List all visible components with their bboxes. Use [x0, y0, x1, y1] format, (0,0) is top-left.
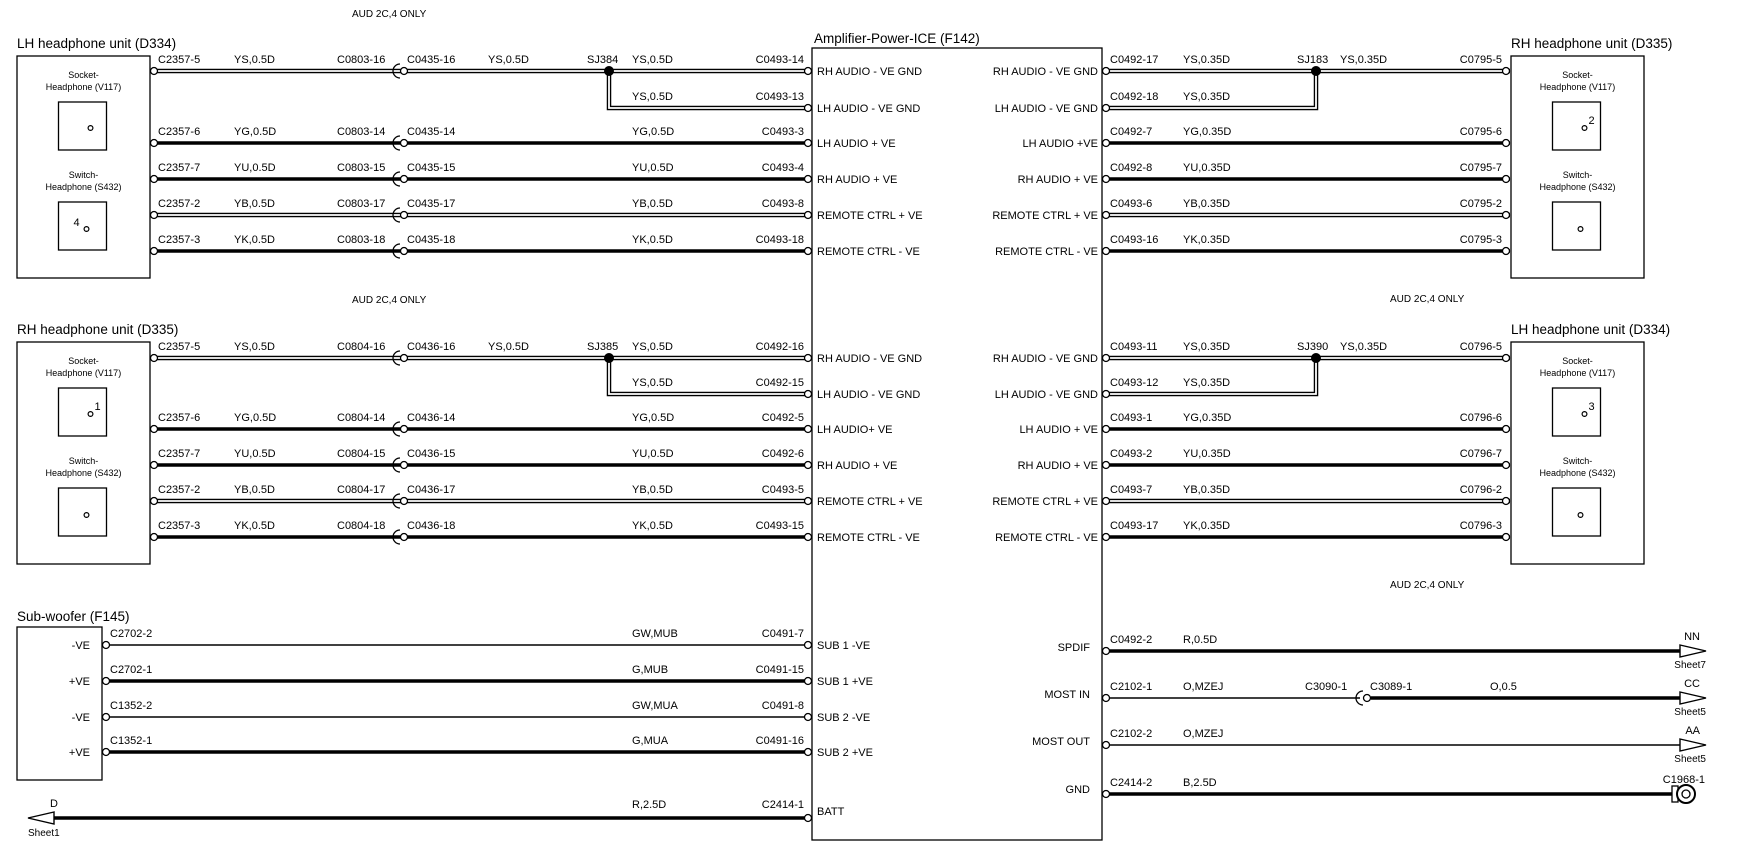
- right-unit-1-pin-5: [1503, 248, 1510, 255]
- right-offsheet-label: CC: [1684, 678, 1700, 690]
- amp-left-pin-label: LH AUDIO - VE GND: [817, 389, 921, 401]
- left-unit-1-amp-pin-2: [805, 140, 812, 147]
- amp-left-pin-label: RH AUDIO - VE GND: [817, 353, 923, 365]
- right-unit-1-amp-pin-4: [1103, 212, 1110, 219]
- left-unit-2-c1-2: C2357-6: [158, 412, 201, 424]
- left-unit-1-switch-symbol: [59, 202, 107, 250]
- left-unit-1-w3-1: YS,0.5D: [632, 91, 673, 103]
- right-unit-1-amp-pin-2: [1103, 140, 1110, 147]
- amplifier-title: Amplifier-Power-ICE (F142): [814, 31, 980, 46]
- amp-left-pin-label: REMOTE CTRL - VE: [817, 246, 920, 258]
- right-bottom-wire-label: B,2.5D: [1183, 777, 1217, 789]
- left-unit-1-w1-0: YS,0.5D: [234, 54, 275, 66]
- left-unit-2-socket-label-2: Headphone (V117): [45, 368, 122, 378]
- left-unit-1-note: AUD 2C,4 ONLY: [352, 9, 427, 20]
- left-unit-2-w1-5: YK,0.5D: [234, 520, 275, 532]
- left-unit-1-pin-0: [151, 68, 158, 75]
- amp-left-pin-label: REMOTE CTRL - VE: [817, 532, 920, 544]
- right-unit-2-amp-pin-4: [1103, 498, 1110, 505]
- right-unit-2-c1-3: C0493-2: [1110, 448, 1153, 460]
- left-unit-1-w1-4: YB,0.5D: [234, 198, 275, 210]
- left-unit-2-c4-3: C0492-6: [761, 448, 804, 460]
- right-bottom-connector: C2102-2: [1110, 728, 1153, 740]
- right-unit-1-c1-2: C0492-7: [1110, 126, 1153, 138]
- left-unit-1-c4-2: C0493-3: [761, 126, 804, 138]
- right-unit-2-pin-0: [1503, 355, 1510, 362]
- left-unit-1-c2-4: C0803-17: [337, 198, 386, 210]
- left-unit-2-w3-4: YB,0.5D: [632, 484, 673, 496]
- left-unit-1-w1-2: YG,0.5D: [234, 126, 277, 138]
- right-unit-2-w1-5: YK,0.35D: [1183, 520, 1231, 532]
- right-unit-2-splice: [1311, 353, 1321, 363]
- right-unit-1-sj: SJ183: [1297, 54, 1329, 66]
- right-sheet-label: Sheet5: [1674, 707, 1706, 718]
- left-unit-1-amp-pin-1: [805, 105, 812, 112]
- right-unit-1-w1-3: YU,0.35D: [1183, 162, 1231, 174]
- left-unit-2-switch-symbol: [59, 488, 107, 536]
- left-unit-1-c3-0: C0435-16: [407, 54, 456, 66]
- right-unit-1-amp-pin-0: [1103, 68, 1110, 75]
- amp-right-pin-label: MOST OUT: [1032, 736, 1090, 748]
- left-unit-1-inline-5-pin: [401, 248, 408, 255]
- left-unit-2-pin-0: [151, 355, 158, 362]
- left-unit-2-pin-4: [151, 498, 158, 505]
- left-unit-2-w3-3: YU,0.5D: [632, 448, 674, 460]
- right-unit-2-w1-4: YB,0.35D: [1183, 484, 1231, 496]
- left-unit-2-c1-3: C2357-7: [158, 448, 201, 460]
- amp-left-pin-label: SUB 1 +VE: [817, 676, 873, 688]
- amp-left-pin-label: LH AUDIO - VE GND: [817, 103, 921, 115]
- right-unit-2-w1-0: YS,0.35D: [1183, 341, 1231, 353]
- right-unit-2-w1-3: YU,0.35D: [1183, 448, 1231, 460]
- right-unit-2-amp-pin-2: [1103, 426, 1110, 433]
- right-unit-2-socket-contact: [1582, 412, 1587, 417]
- left-unit-1-c1-3: C2357-7: [158, 162, 201, 174]
- left-unit-1-socket-contact: [88, 126, 93, 131]
- left-unit-1-w1-5: YK,0.5D: [234, 234, 275, 246]
- left-unit-1-c2-3: C0803-15: [337, 162, 386, 174]
- right-unit-1-pin-2: [1503, 140, 1510, 147]
- right-offsheet-label: AA: [1685, 725, 1700, 737]
- right-bottom-wire-label: R,0.5D: [1183, 634, 1218, 646]
- left-unit-2-c1-5: C2357-3: [158, 520, 201, 532]
- left-unit-2-switch-contact: [84, 513, 89, 518]
- right-unit-1-w1-2: YG,0.35D: [1183, 126, 1232, 138]
- left-unit-2-c4-4: C0493-5: [761, 484, 804, 496]
- right-offsheet-arrow: [1680, 692, 1706, 704]
- left-unit-1-inline-2-pin: [401, 140, 408, 147]
- left-unit-1-c4-5: C0493-18: [755, 234, 804, 246]
- left-unit-1-w3-4: YB,0.5D: [632, 198, 673, 210]
- right-unit-1-c1-4: C0493-6: [1110, 198, 1153, 210]
- subwoofer-pin: [103, 714, 110, 721]
- amp-right-pin-label: RH AUDIO + VE: [1017, 174, 1098, 186]
- right-unit-2-switch-contact: [1578, 513, 1583, 518]
- right-unit-1-c2-2: C0795-6: [1459, 126, 1502, 138]
- left-unit-2-c3-2: C0436-14: [407, 412, 456, 424]
- subwoofer-pin: [103, 642, 110, 649]
- right-unit-2-c1-1: C0493-12: [1110, 377, 1159, 389]
- left-unit-2-pin-3: [151, 462, 158, 469]
- subwoofer-wire-label: G,MUA: [632, 735, 669, 747]
- left-unit-2-w1-0: YS,0.5D: [234, 341, 275, 353]
- right-unit-1-switch-symbol: [1553, 202, 1601, 250]
- most-in-inline-pin: [1364, 695, 1371, 702]
- right-bottom-connector: C2102-1: [1110, 681, 1153, 693]
- amp-right-pin-label: LH AUDIO - VE GND: [994, 103, 1098, 115]
- left-unit-2-amp-pin-0: [805, 355, 812, 362]
- left-unit-1-c1-2: C2357-6: [158, 126, 201, 138]
- right-bottom-connector: C0492-2: [1110, 634, 1153, 646]
- left-unit-2-inline-2-pin: [401, 426, 408, 433]
- left-unit-1-c3-5: C0435-18: [407, 234, 456, 246]
- subwoofer-pin: [103, 749, 110, 756]
- amp-left-pin-label: BATT: [817, 806, 845, 818]
- left-unit-1-switch-label: Switch-: [68, 170, 99, 180]
- right-unit-1-c2-3: C0795-7: [1459, 162, 1502, 174]
- right-unit-1-c1-1: C0492-18: [1110, 91, 1159, 103]
- left-unit-2-title: RH headphone unit (D335): [17, 322, 179, 337]
- subwoofer-pin-label: +VE: [68, 676, 90, 688]
- left-unit-1-inline-3-pin: [401, 176, 408, 183]
- right-bottom-wire-label: O,MZEJ: [1183, 728, 1224, 740]
- right-unit-1-c2-0: C0795-5: [1459, 54, 1502, 66]
- subwoofer-amp-connector: C0491-8: [761, 700, 804, 712]
- left-unit-1-pin-3: [151, 176, 158, 183]
- batt-offsheet-arrow: [28, 812, 54, 824]
- left-unit-2-sj: SJ385: [587, 341, 619, 353]
- left-unit-2-w2-0: YS,0.5D: [488, 341, 529, 353]
- left-unit-2-c4-1: C0492-15: [755, 377, 804, 389]
- left-unit-2-c2-0: C0804-16: [337, 341, 386, 353]
- left-unit-1-amp-pin-4: [805, 212, 812, 219]
- right-unit-2-switch-symbol: [1553, 488, 1601, 536]
- left-unit-1-sj: SJ384: [587, 54, 619, 66]
- left-unit-2-w3-5: YK,0.5D: [632, 520, 673, 532]
- right-unit-2-pin-3: [1503, 462, 1510, 469]
- left-unit-2-socket-label: Socket-: [68, 356, 99, 366]
- right-unit-1-amp-pin-3: [1103, 176, 1110, 183]
- amp-left-pin-label: RH AUDIO + VE: [817, 460, 898, 472]
- left-unit-2-inline-0-pin: [401, 355, 408, 362]
- right-unit-2-c1-5: C0493-17: [1110, 520, 1159, 532]
- right-unit-1-switch-contact: [1578, 227, 1583, 232]
- right-unit-2-sj: SJ390: [1297, 341, 1329, 353]
- right-unit-2-pin-4: [1503, 498, 1510, 505]
- left-unit-2-pin-5: [151, 534, 158, 541]
- right-sheet-label: Sheet5: [1674, 754, 1706, 765]
- left-unit-1-socket-symbol: [59, 102, 107, 150]
- left-unit-2-switch-label-2: Headphone (S432): [45, 468, 122, 478]
- amp-right-pin-label: RH AUDIO - VE GND: [992, 353, 1098, 365]
- right-unit-2-c2-3: C0796-7: [1459, 448, 1502, 460]
- right-unit-1-w2-0: YS,0.35D: [1340, 54, 1388, 66]
- amp-right-pin-label: RH AUDIO - VE GND: [992, 66, 1098, 78]
- left-unit-2-amp-pin-4: [805, 498, 812, 505]
- left-unit-2-c1-0: C2357-5: [158, 341, 201, 353]
- right-unit-2-w1-2: YG,0.35D: [1183, 412, 1232, 424]
- subwoofer-amp-pin: [805, 714, 812, 721]
- right-unit-2-amp-pin-3: [1103, 462, 1110, 469]
- left-unit-2-switch-label: Switch-: [68, 456, 99, 466]
- right-unit-2-pin-2: [1503, 426, 1510, 433]
- right-unit-1-w1-1: YS,0.35D: [1183, 91, 1231, 103]
- left-unit-1-title: LH headphone unit (D334): [17, 36, 177, 51]
- left-unit-1-amp-pin-5: [805, 248, 812, 255]
- left-unit-1-switch-contact: [84, 227, 89, 232]
- subwoofer-wire-label: G,MUB: [632, 664, 669, 676]
- left-unit-1-w3-3: YU,0.5D: [632, 162, 674, 174]
- left-unit-2-c4-5: C0493-15: [755, 520, 804, 532]
- subwoofer-connector: C2702-2: [110, 628, 153, 640]
- left-unit-1-pin-5: [151, 248, 158, 255]
- left-unit-2-c2-3: C0804-15: [337, 448, 386, 460]
- right-unit-2-pin-5: [1503, 534, 1510, 541]
- right-unit-2-amp-pin-0: [1103, 355, 1110, 362]
- left-unit-2-w3-1: YS,0.5D: [632, 377, 673, 389]
- left-unit-2-inline-3-pin: [401, 462, 408, 469]
- left-unit-2-socket-contact: [88, 412, 93, 417]
- left-unit-1-splice: [604, 66, 614, 76]
- left-unit-2-w3-2: YG,0.5D: [632, 412, 675, 424]
- right-unit-2-amp-pin-1: [1103, 391, 1110, 398]
- right-sheet-label: Sheet7: [1674, 660, 1706, 671]
- left-unit-2-splice: [604, 353, 614, 363]
- left-unit-2-c2-2: C0804-14: [337, 412, 386, 424]
- subwoofer-wire-label: GW,MUA: [632, 700, 678, 712]
- left-unit-1-c2-0: C0803-16: [337, 54, 386, 66]
- right-unit-2-c2-2: C0796-6: [1459, 412, 1502, 424]
- right-unit-2-c2-5: C0796-3: [1459, 520, 1502, 532]
- left-unit-1-amp-pin-3: [805, 176, 812, 183]
- left-unit-1-c3-2: C0435-14: [407, 126, 456, 138]
- amp-right-pin-label: SPDIF: [1057, 642, 1090, 654]
- left-unit-2-socket-pin: 1: [94, 401, 101, 413]
- right-unit-1-c1-5: C0493-16: [1110, 234, 1159, 246]
- left-unit-1-c2-5: C0803-18: [337, 234, 386, 246]
- subwoofer-amp-connector: C0491-16: [755, 735, 804, 747]
- left-unit-2-c3-0: C0436-16: [407, 341, 456, 353]
- right-unit-1-c2-5: C0795-3: [1459, 234, 1502, 246]
- right-unit-2-socket-pin: 3: [1588, 401, 1595, 413]
- left-unit-2-c3-5: C0436-18: [407, 520, 456, 532]
- left-unit-1-c3-4: C0435-17: [407, 198, 456, 210]
- right-unit-2-c2-4: C0796-2: [1459, 484, 1502, 496]
- most-in-connector-b: C3089-1: [1370, 681, 1413, 693]
- left-unit-1-c1-5: C2357-3: [158, 234, 201, 246]
- amp-right-pin-label: LH AUDIO +VE: [1022, 138, 1098, 150]
- left-unit-2-w1-3: YU,0.5D: [234, 448, 276, 460]
- left-unit-2-inline-4-pin: [401, 498, 408, 505]
- right-bottom-amp-pin: [1103, 648, 1110, 655]
- amp-left-pin-label: RH AUDIO + VE: [817, 174, 898, 186]
- right-unit-1-socket-pin: 2: [1588, 115, 1595, 127]
- subwoofer-amp-connector: C0491-7: [761, 628, 804, 640]
- right-unit-2-switch-label-2: Headphone (S432): [1539, 468, 1616, 478]
- right-offsheet-arrow: [1680, 739, 1706, 751]
- batt-offsheet-label: D: [50, 798, 58, 810]
- subwoofer-amp-pin: [805, 749, 812, 756]
- amp-left-pin-label: LH AUDIO+ VE: [817, 424, 893, 436]
- left-unit-2-w3-0: YS,0.5D: [632, 341, 673, 353]
- right-unit-1-pin-3: [1503, 176, 1510, 183]
- subwoofer-connector: C2702-1: [110, 664, 153, 676]
- left-unit-1-inline-0-pin: [401, 68, 408, 75]
- amp-left-pin-label: SUB 2 +VE: [817, 747, 873, 759]
- left-unit-2-amp-pin-2: [805, 426, 812, 433]
- left-unit-2-inline-5-pin: [401, 534, 408, 541]
- right-unit-2-socket-label-2: Headphone (V117): [1539, 368, 1616, 378]
- left-unit-1-c4-0: C0493-14: [755, 54, 804, 66]
- left-unit-1-pin-4: [151, 212, 158, 219]
- most-in-wire-label-2: O,0.5: [1490, 681, 1517, 693]
- left-unit-2-pin-2: [151, 426, 158, 433]
- ground-connector: C1968-1: [1662, 774, 1705, 786]
- left-unit-1-inline-4-pin: [401, 212, 408, 219]
- right-bottom-connector: C2414-2: [1110, 777, 1153, 789]
- batt-amp-pin: [805, 815, 812, 822]
- right-unit-1-w1-0: YS,0.35D: [1183, 54, 1231, 66]
- right-unit-2-switch-label: Switch-: [1562, 456, 1593, 466]
- right-unit-2-c1-0: C0493-11: [1110, 341, 1158, 353]
- left-unit-2-c3-4: C0436-17: [407, 484, 456, 496]
- left-unit-1-w3-5: YK,0.5D: [632, 234, 673, 246]
- left-unit-2-amp-pin-3: [805, 462, 812, 469]
- amp-left-pin-label: SUB 2 -VE: [817, 712, 871, 724]
- subwoofer-amp-pin: [805, 678, 812, 685]
- subwoofer-connector: C1352-1: [110, 735, 153, 747]
- right-unit-2-amp-pin-5: [1103, 534, 1110, 541]
- right-bottom-amp-pin: [1103, 742, 1110, 749]
- amp-right-pin-label: REMOTE CTRL - VE: [995, 246, 1098, 258]
- right-unit-1-socket-label: Socket-: [1562, 70, 1593, 80]
- right-offsheet-arrow: [1680, 645, 1706, 657]
- left-unit-2-note: AUD 2C,4 ONLY: [352, 295, 427, 306]
- right-unit-2-w2-0: YS,0.35D: [1340, 341, 1388, 353]
- subwoofer-pin-label: -VE: [71, 712, 90, 724]
- left-unit-1-switch-pin: 4: [73, 217, 80, 229]
- amp-left-pin-label: REMOTE CTRL + VE: [817, 496, 923, 508]
- batt-wire-label: R,2.5D: [632, 799, 667, 811]
- left-unit-2-c2-5: C0804-18: [337, 520, 386, 532]
- left-unit-1-c4-3: C0493-4: [761, 162, 804, 174]
- left-unit-1-c1-0: C2357-5: [158, 54, 201, 66]
- right-unit-1-w1-4: YB,0.35D: [1183, 198, 1231, 210]
- right-unit-1-pin-0: [1503, 68, 1510, 75]
- right-unit-1-socket-contact: [1582, 126, 1587, 131]
- amp-right-pin-label: LH AUDIO - VE GND: [994, 389, 1098, 401]
- right-unit-1-c1-0: C0492-17: [1110, 54, 1159, 66]
- batt-connector: C2414-1: [761, 799, 804, 811]
- ground-eyelet-hole: [1682, 790, 1690, 798]
- right-unit-1-switch-label: Switch-: [1562, 170, 1593, 180]
- right-unit-1-w1-5: YK,0.35D: [1183, 234, 1231, 246]
- left-unit-1-amp-pin-0: [805, 68, 812, 75]
- left-unit-1-c3-3: C0435-15: [407, 162, 456, 174]
- left-unit-2-c1-4: C2357-2: [158, 484, 201, 496]
- right-unit-1-pin-4: [1503, 212, 1510, 219]
- right-unit-1-amp-pin-1: [1103, 105, 1110, 112]
- left-unit-2-w1-2: YG,0.5D: [234, 412, 277, 424]
- right-unit-2-note: AUD 2C,4 ONLY: [1390, 580, 1465, 591]
- left-unit-2-amp-pin-5: [805, 534, 812, 541]
- right-unit-2-socket-label: Socket-: [1562, 356, 1593, 366]
- right-unit-1-socket-label-2: Headphone (V117): [1539, 82, 1616, 92]
- amp-right-pin-label: REMOTE CTRL + VE: [992, 210, 1098, 222]
- batt-sheet-label: Sheet1: [28, 828, 60, 839]
- left-unit-1-c1-4: C2357-2: [158, 198, 201, 210]
- subwoofer-wire-label: GW,MUB: [632, 628, 678, 640]
- right-unit-2-c1-2: C0493-1: [1110, 412, 1153, 424]
- left-unit-2-c4-2: C0492-5: [761, 412, 804, 424]
- left-unit-2-c4-0: C0492-16: [755, 341, 804, 353]
- right-unit-1-note: AUD 2C,4 ONLY: [1390, 294, 1465, 305]
- right-unit-2-title: LH headphone unit (D334): [1511, 322, 1671, 337]
- right-unit-1-amp-pin-5: [1103, 248, 1110, 255]
- left-unit-1-switch-label-2: Headphone (S432): [45, 182, 122, 192]
- amp-left-pin-label: RH AUDIO - VE GND: [817, 66, 923, 78]
- left-unit-1-w3-0: YS,0.5D: [632, 54, 673, 66]
- right-unit-2-c1-4: C0493-7: [1110, 484, 1153, 496]
- right-bottom-wire-label: O,MZEJ: [1183, 681, 1224, 693]
- amp-right-pin-label: REMOTE CTRL + VE: [992, 496, 1098, 508]
- left-unit-1-w3-2: YG,0.5D: [632, 126, 675, 138]
- amp-right-pin-label: LH AUDIO + VE: [1019, 424, 1098, 436]
- amp-left-pin-label: REMOTE CTRL + VE: [817, 210, 923, 222]
- right-bottom-amp-pin: [1103, 695, 1110, 702]
- left-unit-2-amp-pin-1: [805, 391, 812, 398]
- left-unit-1-c4-4: C0493-8: [761, 198, 804, 210]
- right-unit-2-w1-1: YS,0.35D: [1183, 377, 1231, 389]
- left-unit-1-socket-label: Socket-: [68, 70, 99, 80]
- amp-right-pin-label: REMOTE CTRL - VE: [995, 532, 1098, 544]
- amp-left-pin-label: LH AUDIO + VE: [817, 138, 896, 150]
- subwoofer-connector: C1352-2: [110, 700, 153, 712]
- subwoofer-title: Sub-woofer (F145): [17, 609, 130, 624]
- right-unit-1-switch-label-2: Headphone (S432): [1539, 182, 1616, 192]
- most-in-connector-a: C3090-1: [1305, 681, 1348, 693]
- amp-right-pin-label: MOST IN: [1044, 689, 1090, 701]
- amp-left-pin-label: SUB 1 -VE: [817, 640, 871, 652]
- left-unit-1-c2-2: C0803-14: [337, 126, 386, 138]
- left-unit-1-w2-0: YS,0.5D: [488, 54, 529, 66]
- left-unit-1-pin-2: [151, 140, 158, 147]
- subwoofer-amp-pin: [805, 642, 812, 649]
- right-unit-2-c2-0: C0796-5: [1459, 341, 1502, 353]
- left-unit-2-c3-3: C0436-15: [407, 448, 456, 460]
- right-unit-1-splice: [1311, 66, 1321, 76]
- subwoofer-amp-connector: C0491-15: [755, 664, 804, 676]
- right-unit-1-c1-3: C0492-8: [1110, 162, 1153, 174]
- subwoofer-pin-label: +VE: [68, 747, 90, 759]
- right-unit-1-c2-4: C0795-2: [1459, 198, 1502, 210]
- left-unit-1-c4-1: C0493-13: [755, 91, 804, 103]
- right-unit-1-title: RH headphone unit (D335): [1511, 36, 1673, 51]
- right-bottom-amp-pin: [1103, 791, 1110, 798]
- left-unit-2-w1-4: YB,0.5D: [234, 484, 275, 496]
- subwoofer-pin: [103, 678, 110, 685]
- right-offsheet-label: NN: [1684, 631, 1700, 643]
- left-unit-2-c2-4: C0804-17: [337, 484, 386, 496]
- amp-right-pin-label: RH AUDIO + VE: [1017, 460, 1098, 472]
- left-unit-1-socket-label-2: Headphone (V117): [45, 82, 122, 92]
- left-unit-1-w1-3: YU,0.5D: [234, 162, 276, 174]
- amp-right-pin-label: GND: [1065, 784, 1090, 796]
- subwoofer-pin-label: -VE: [71, 640, 90, 652]
